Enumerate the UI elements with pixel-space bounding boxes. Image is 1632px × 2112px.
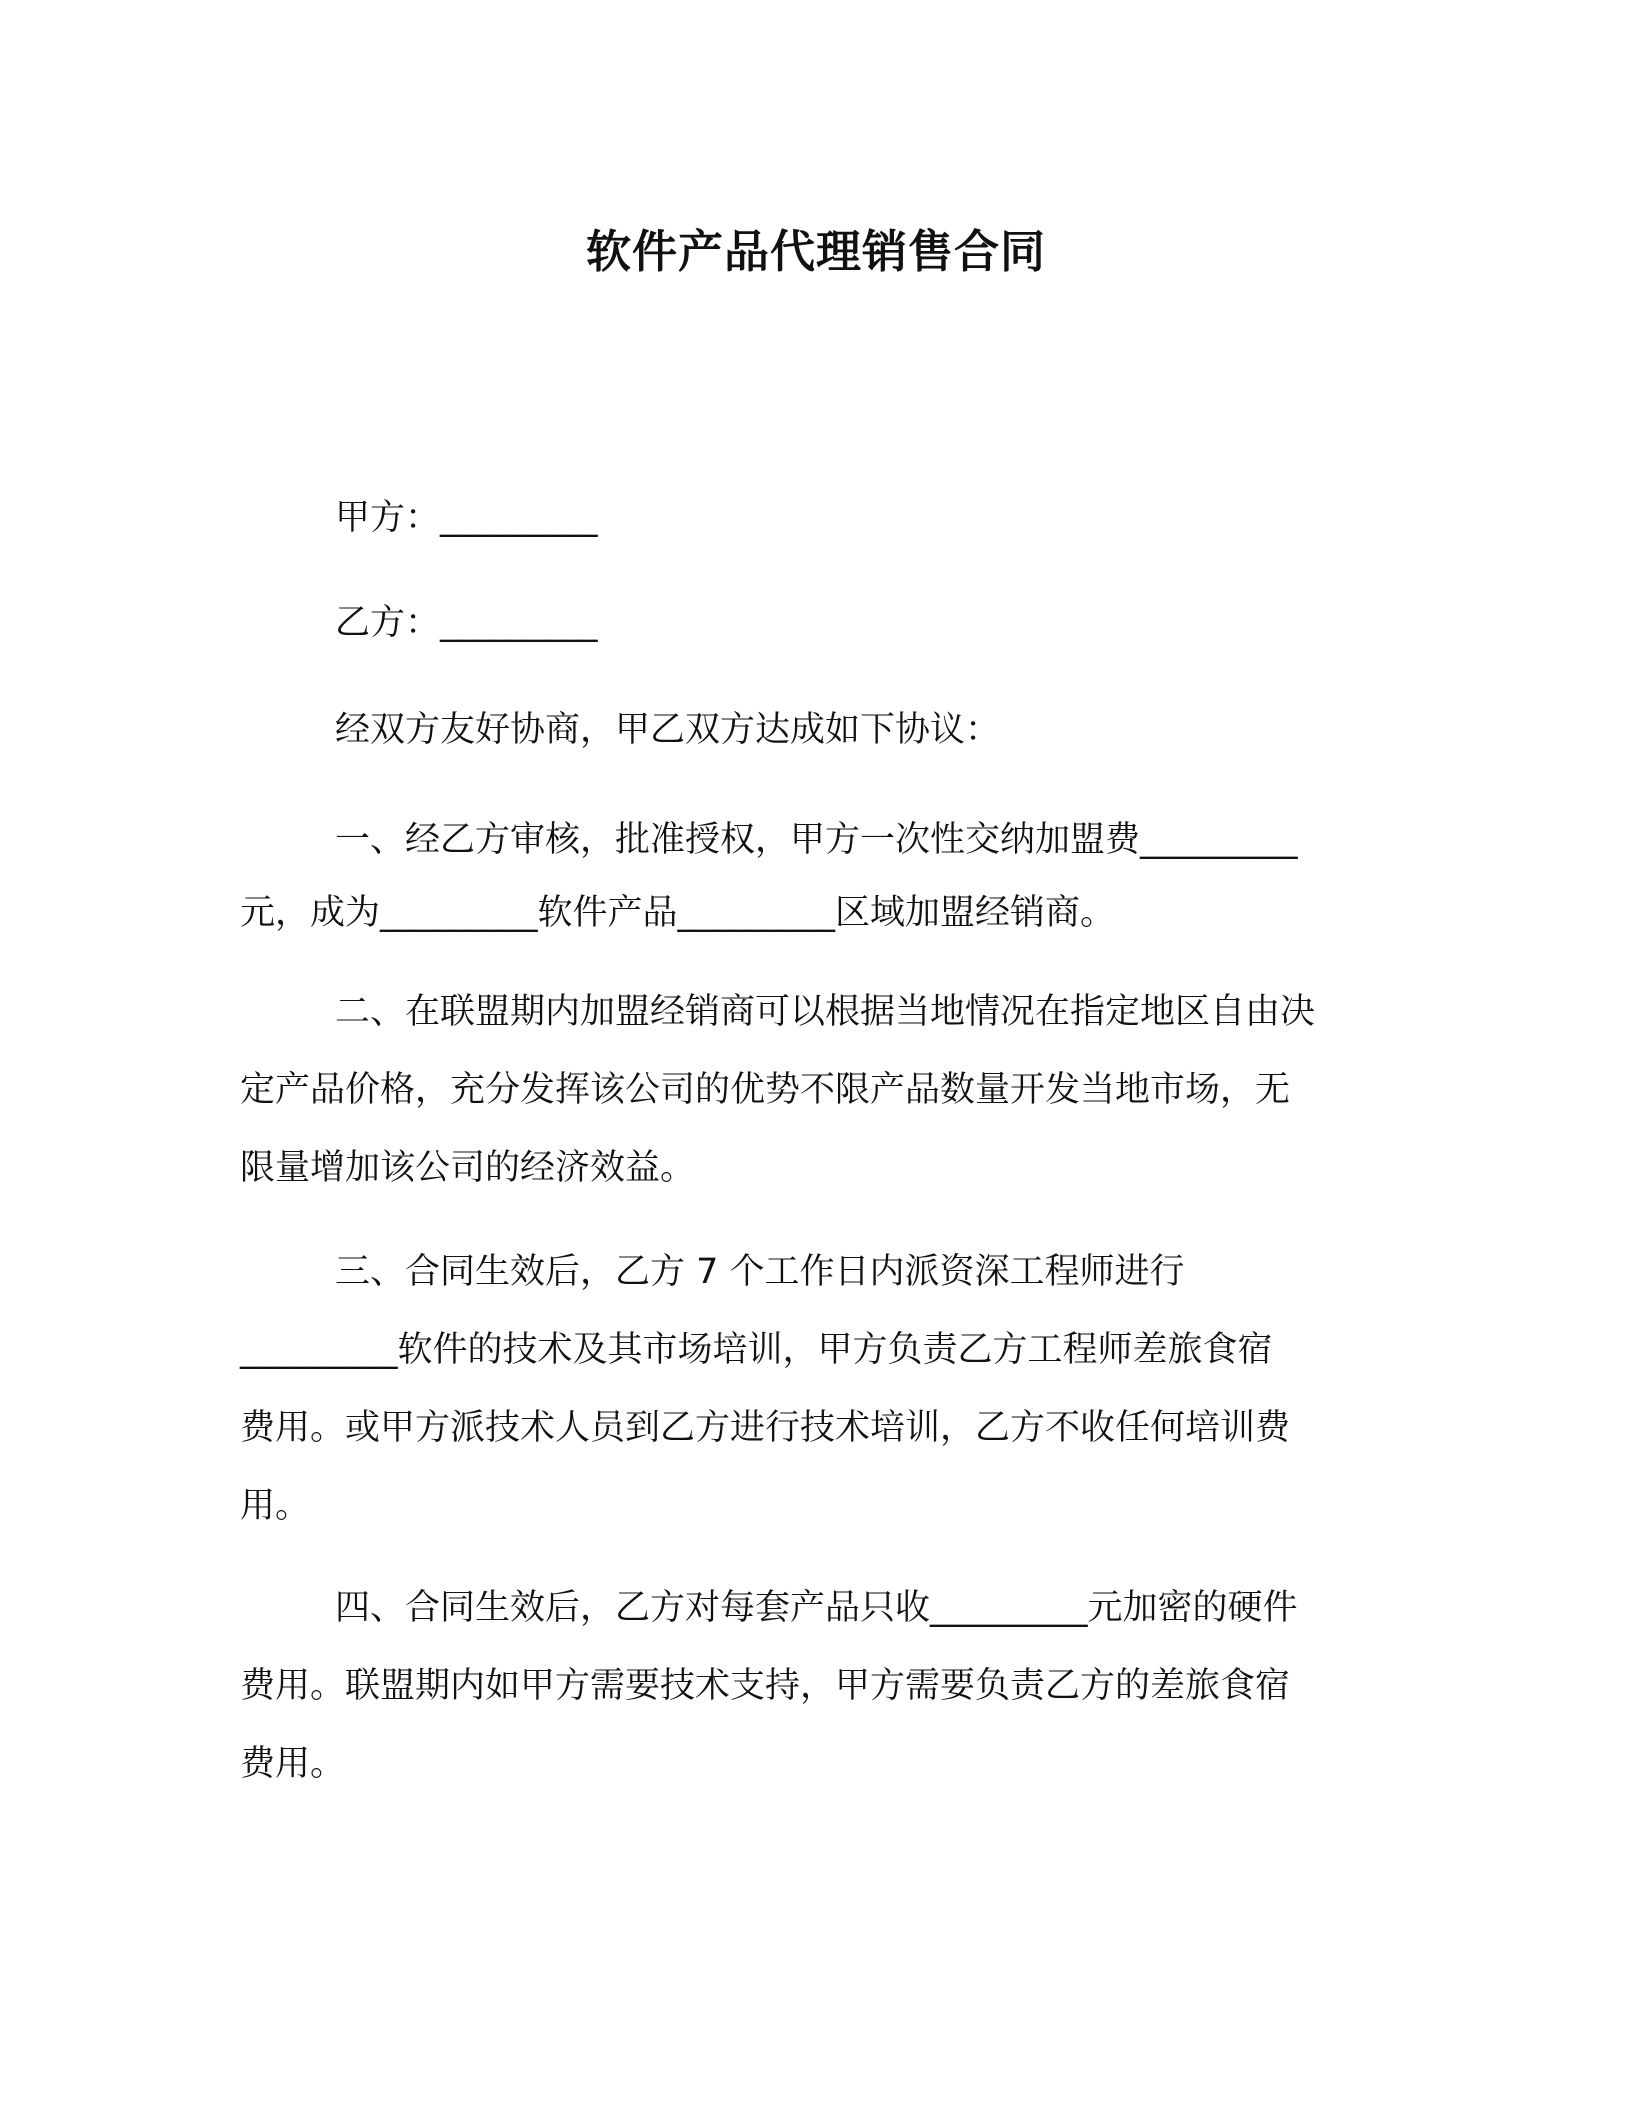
party-b-line: 乙方：_________ <box>335 603 598 643</box>
clause-2-line-2: 定产品价格，充分发挥该公司的优势不限产品数量开发当地市场，无 <box>240 1070 1291 1110</box>
clause-1-line-2: 元，成为_________软件产品_________区域加盟经销商。 <box>240 893 1116 933</box>
document-title: 软件产品代理销售合同 <box>585 225 1046 278</box>
clause-3-line-3: 费用。或甲方派技术人员到乙方进行技术培训，乙方不收任何培训费 <box>240 1408 1291 1448</box>
clause-2-line-3: 限量增加该公司的经济效益。 <box>240 1148 696 1188</box>
clause-3-line-4: 用。 <box>240 1486 311 1526</box>
clause-4-line-2: 费用。联盟期内如甲方需要技术支持，甲方需要负责乙方的差旅食宿 <box>240 1666 1291 1706</box>
party-a-line: 甲方：_________ <box>335 498 598 538</box>
clause-4-line-3: 费用。 <box>240 1744 346 1784</box>
clause-4-line-1: 四、合同生效后，乙方对每套产品只收_________元加密的硬件 <box>335 1588 1298 1628</box>
clause-3-line-1: 三、合同生效后，乙方 7 个工作日内派资深工程师进行 <box>335 1252 1185 1292</box>
intro-paragraph: 经双方友好协商，甲乙双方达成如下协议： <box>335 710 1001 750</box>
clause-1-line-1: 一、经乙方审核，批准授权，甲方一次性交纳加盟费_________ <box>335 820 1298 860</box>
clause-2-line-1: 二、在联盟期内加盟经销商可以根据当地情况在指定地区自由决 <box>335 992 1316 1032</box>
clause-3-line-2: _________软件的技术及其市场培训，甲方负责乙方工程师差旅食宿 <box>240 1330 1273 1370</box>
